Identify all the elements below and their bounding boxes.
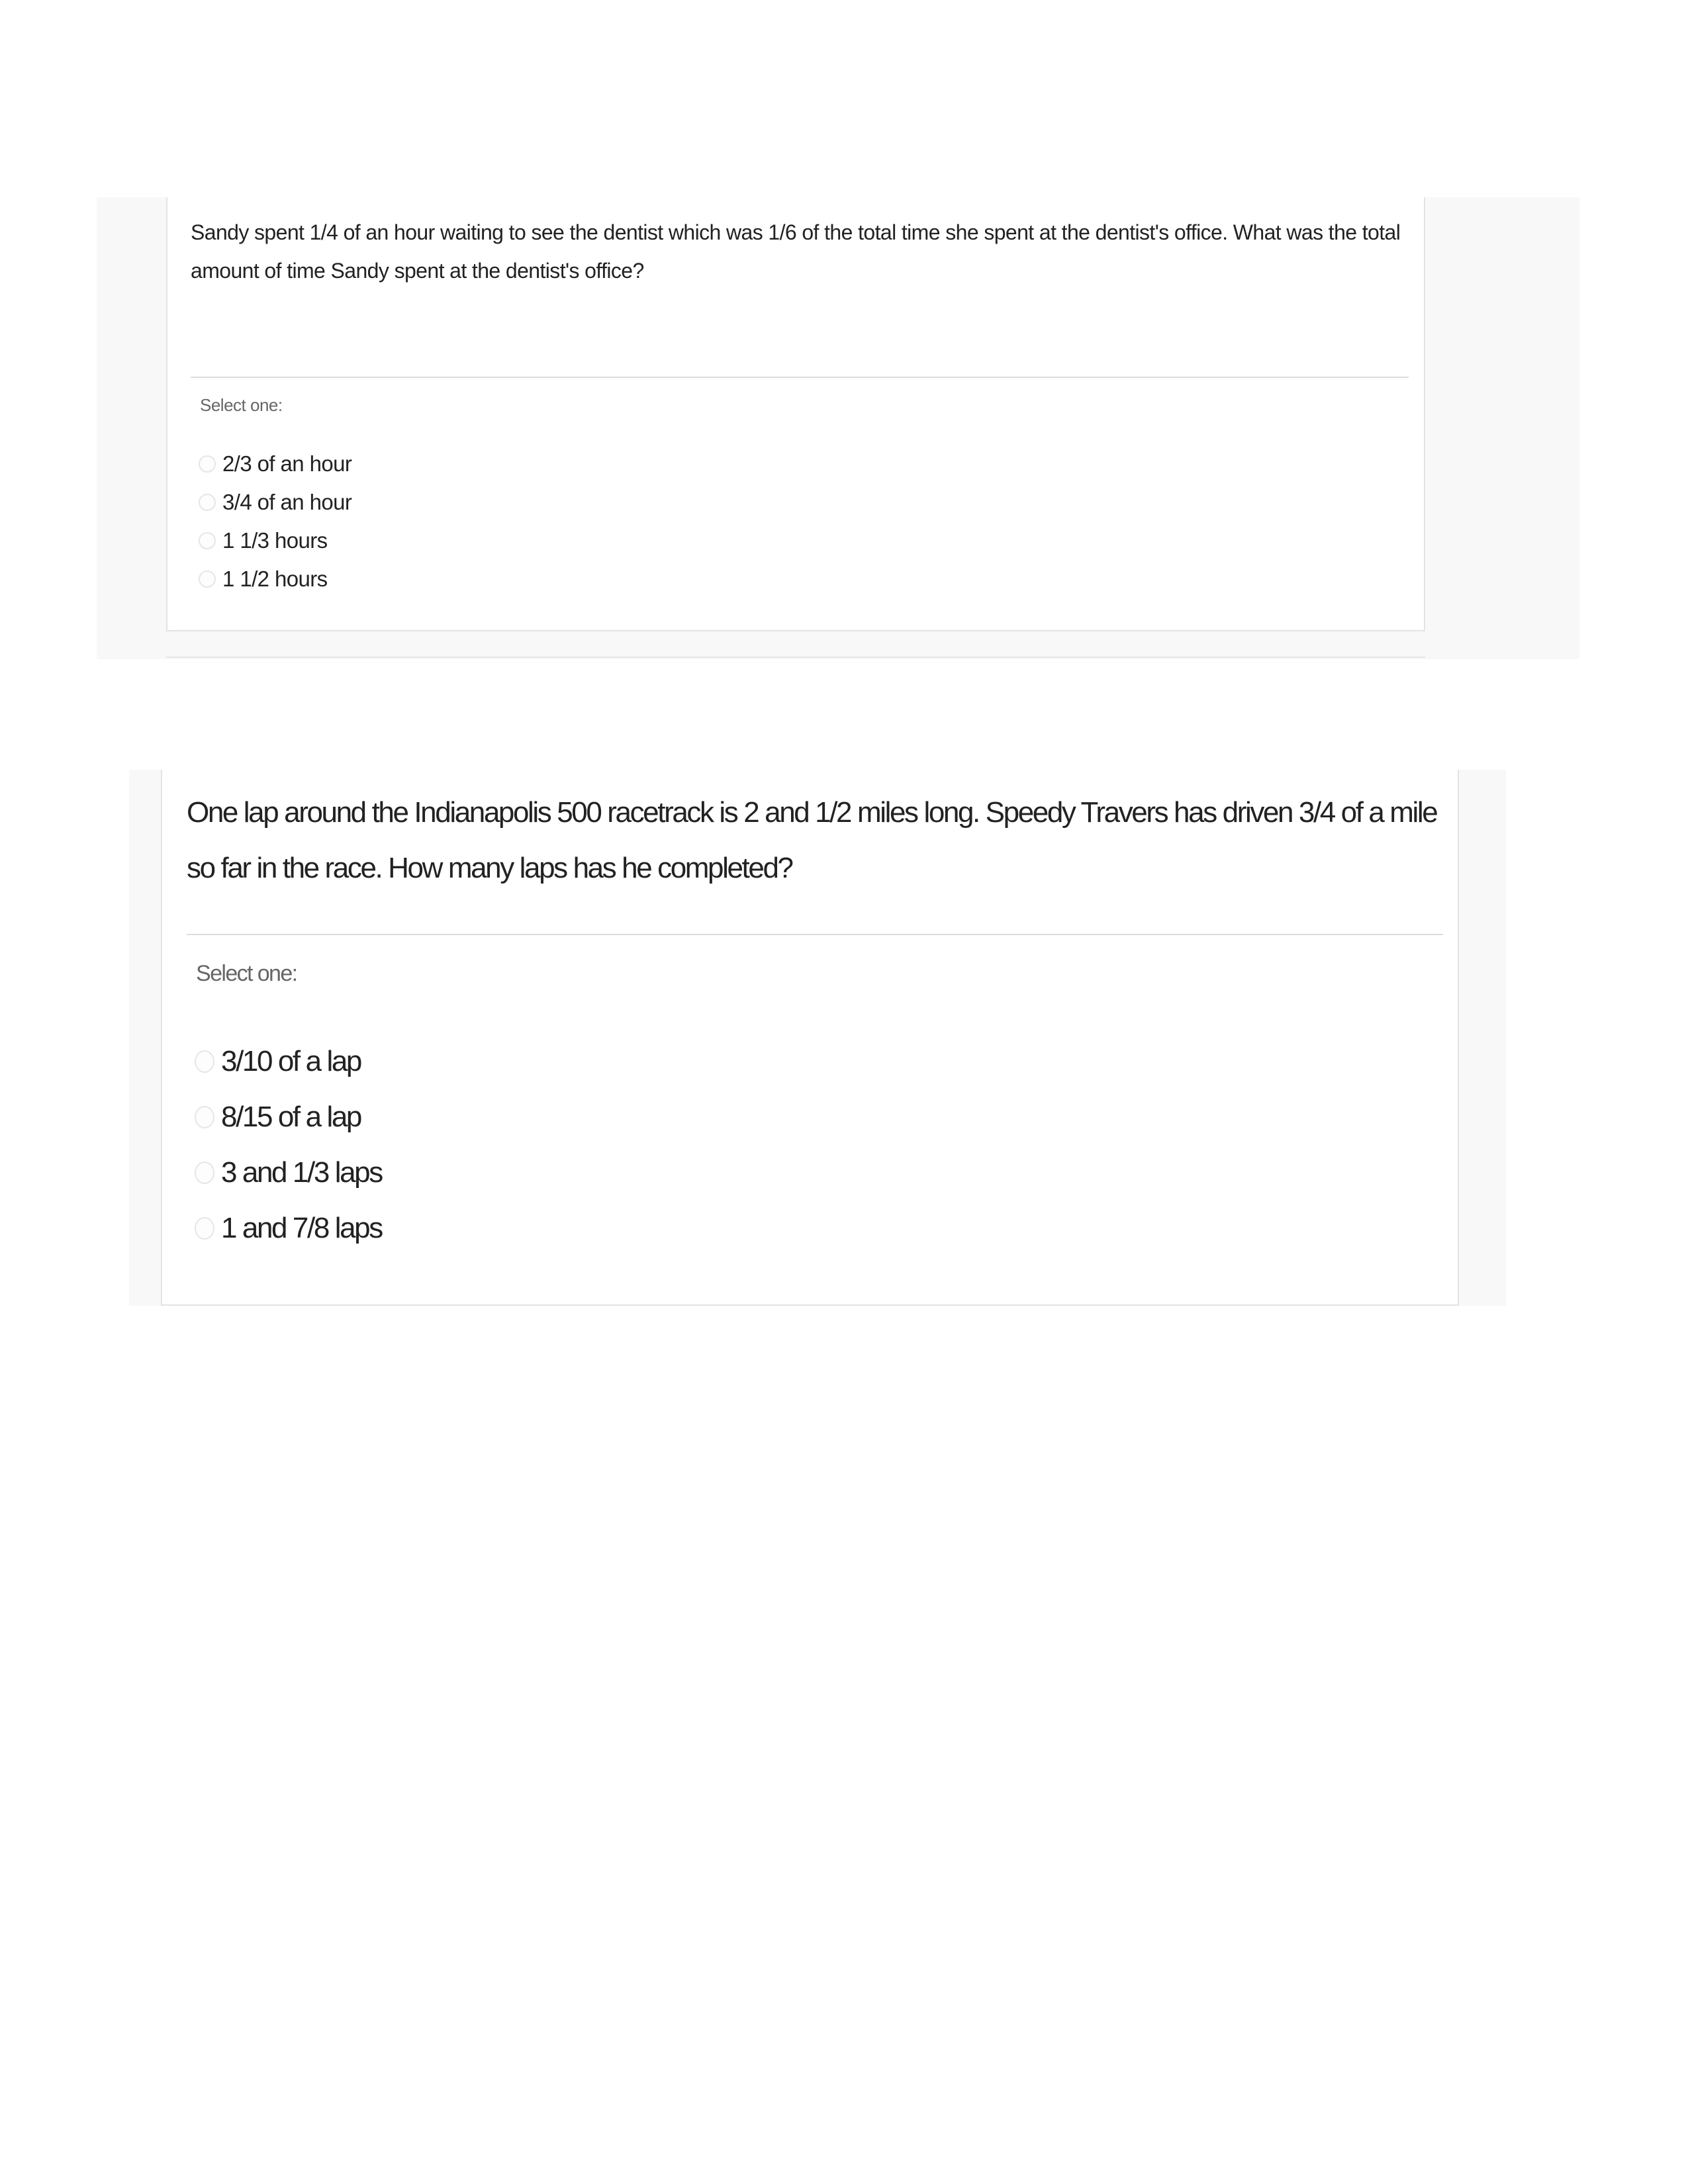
option-label: 3/10 of a lap xyxy=(221,1045,361,1077)
option-label: 1 and 7/8 laps xyxy=(221,1212,382,1244)
question-2-option-d[interactable] xyxy=(195,1201,382,1256)
question-2-option-a[interactable] xyxy=(195,1034,382,1089)
option-label: 3 and 1/3 laps xyxy=(221,1156,382,1189)
question-1-option-b[interactable] xyxy=(199,483,352,522)
question-1-select-prompt: Select one: xyxy=(200,395,283,415)
question-1-option-a[interactable] xyxy=(199,445,352,483)
radio-button-icon[interactable] xyxy=(195,1161,214,1184)
question-1-card-divider xyxy=(166,657,1425,658)
option-label: 2/3 of an hour xyxy=(222,451,352,476)
question-2-answer-options xyxy=(195,1034,382,1256)
question-1-option-d[interactable] xyxy=(199,560,352,598)
option-label: 1 1/2 hours xyxy=(222,567,328,591)
question-1-answer-options xyxy=(199,445,352,598)
option-label: 3/4 of an hour xyxy=(222,490,352,514)
radio-button-icon[interactable] xyxy=(195,1050,214,1073)
question-1-divider xyxy=(191,377,1409,378)
question-2-divider xyxy=(187,934,1443,935)
radio-button-icon[interactable] xyxy=(195,1106,214,1128)
option-label: 1 1/3 hours xyxy=(222,528,328,553)
radio-button-icon[interactable] xyxy=(199,455,216,473)
radio-button-icon[interactable] xyxy=(199,570,216,588)
question-2-option-c[interactable] xyxy=(195,1145,382,1201)
question-2-text: One lap around the Indianapolis 500 racetrack is 2 and 1/2 miles long. Speedy Travers has driven 3/4 of a mile so far in the race. How many laps has he completed? xyxy=(187,796,1437,884)
question-1-option-c[interactable] xyxy=(199,522,352,560)
question-2-select-prompt: Select one: xyxy=(196,961,297,986)
radio-button-icon[interactable] xyxy=(199,532,216,549)
radio-button-icon[interactable] xyxy=(199,494,216,511)
question-2-option-b[interactable] xyxy=(195,1089,382,1145)
radio-button-icon[interactable] xyxy=(195,1217,214,1240)
option-label: 8/15 of a lap xyxy=(221,1101,361,1133)
question-1-text: Sandy spent 1/4 of an hour waiting to see the dentist which was 1/6 of the total time she spent at the dentist's office. What was the total amount of time Sandy spent at the dentist's office? xyxy=(191,220,1401,283)
